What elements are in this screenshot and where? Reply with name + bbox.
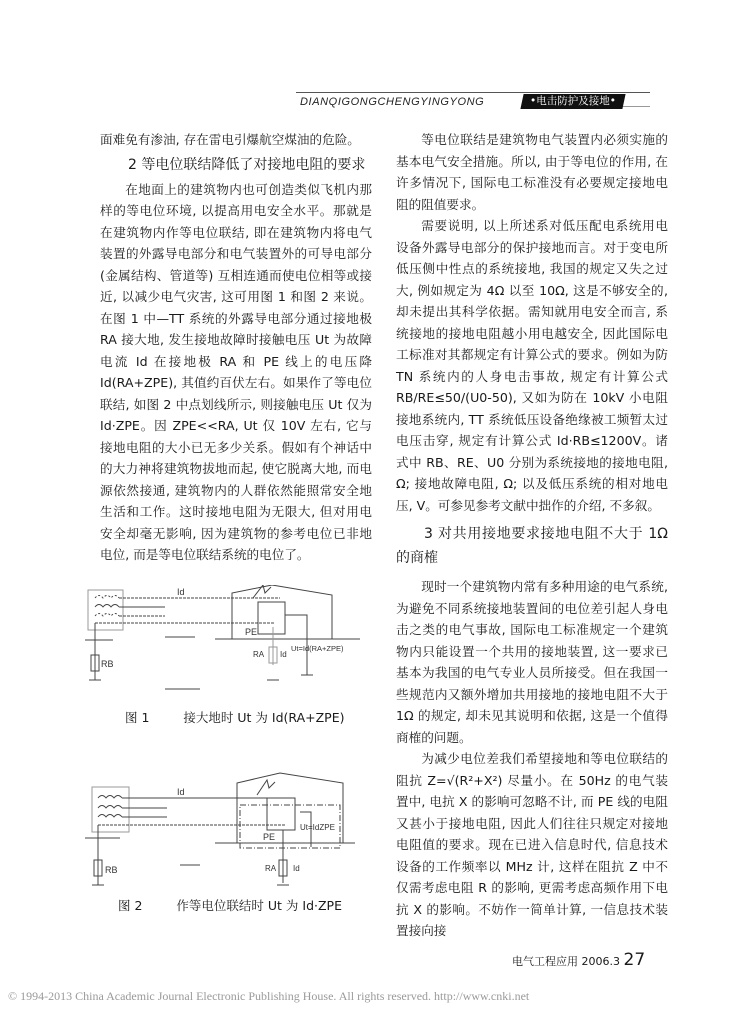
page-number: 27 [623,950,646,970]
label-ra: RA [253,650,265,659]
page-footer [512,950,645,970]
section-badge [520,94,625,109]
figure-caption-text: 接大地时 Ut 为 Id(RA+ZPE) [183,710,345,725]
label-rb: RB [105,865,118,875]
figure-2-caption [118,896,342,914]
label-touch-voltage: Ut=IdZPE [300,823,335,832]
label-fault-current: Id [177,587,185,597]
paragraph: 为减少电位差我们希望接地和等电位联结的阻抗 Z=√(R²+X²) 尽量小。在 50Hz 的电气装置中, 电抗 X 的影响可忽略不计, 而 PE 线的电阻又甚小于接地电阻, 因此人们往往只规定对接地电阻值的要求。现在已进入信息时代, 信息技术设备的工作频率以 MHz 计, 这样在阻抗 Z 中不仅需考虑电阻 R 的影响, 更需考虑高频作用下电抗 X 的影响。不妨作一简单计算, 一信息技术装置接向接 [396,751,668,938]
right-column [396,129,668,942]
figure-2-diagram [85,765,365,895]
label-ra: RA [265,864,277,873]
label-touch-voltage: Ut=Id(RA+ZPE) [291,644,344,653]
figure-number: 图 2 [118,898,143,913]
figure-caption-text: 作等电位联结时 Ut 为 Id·ZPE [176,898,342,913]
section-heading-2: 2 等电位联结降低了对接地电阻的要求 [128,156,366,173]
journal-pinyin-title: DIANQIGONGCHENGYINGYONG [300,96,485,108]
section-heading-3: 3 对共用接地要求接地电阻不大于 1Ω 的商榷 [396,526,668,566]
label-id: Id [280,650,287,659]
paragraph: 需要说明, 以上所述系对低压配电系统用电设备外露导电部分的保护接地而言。对于变电所低压侧中性点的系统接地, 我国的规定又失之过大, 例如规定为 4Ω 以至 10Ω, 这是不够安全的, 却未提出其科学依据。需知就用电安全而言, 系统接地的接地电阻越小用电越安全, 因此国际电工标准对其都规定有计算公式的要求。例如为防 TN 系统内的人身电击事故, 规定有计算公式 RB/RE≤50/(U0-50), 又如为防在 10kV 小电阻接地系统内, TT 系统低压设备绝缘被工频暂太过电压击穿, 规定有计算公式 Id·RB≤1200V。诸式中 RB、RE、U0 分别为系统接地的接地电阻, Ω; 接地故障电阻, Ω; 以及低压系统的相对地电压, V。可参见参考文献中拙作的介绍, 不多叙。 [396,218,668,513]
paragraph: 现时一个建筑物内常有多种用途的电气系统, 为避免不同系统接地装置间的电位差引起人身电击之类的电气事故, 国际电工标准规定一个建筑物内只能设置一个共用的接地装置, 这一要求已基本为我国的电气专业人员所接受。但在我国一些规范内又额外增加共用接地的接地电阻不大于 1Ω 的规定, 却未见其说明和依据, 这是一个值得商榷的问题。 [396,579,668,745]
paragraph: 等电位联结是建筑物电气装置内必须实施的基本电气安全措施。所以, 由于等电位的作用, 在许多情况下, 国际电工标准没有必要规定接地电阻的阻值要求。 [396,132,668,212]
left-column [100,129,372,566]
header-rule [296,92,650,93]
label-fault-current: Id [177,787,185,797]
figure-2 [85,765,365,895]
label-id: Id [293,864,300,873]
paragraph: 在地面上的建筑物内也可创造类似飞机内那样的等电位环境, 以提高用电安全水平。那就是在建筑物内作等电位联结, 即在建筑物内将电气装置的外露导电部分和电气装置外的可导电部分(金属结构、管道等) 互相连通而使电位相等或接近, 以减少电气灾害, 这可用图 1 和图 2 来说。在图 1 中—TT 系统的外露导电部分通过接地极 RA 接大地, 发生接地故障时接触电压 Ut 为故障电流 Id 在接地极 RA 和 PE 线上的电压降 Id(RA+ZPE), 其值约百伏左右。如果作了等电位联结, 如图 2 中点划线所示, 则接触电压 Ut 仅为 Id·ZPE。因 ZPE<<RA, Ut 仅 10V 左右, 它与接地电阻的大小已无多少关系。假如有个神话中的大力神将建筑物拔地而起, 使它脱离大地, 而电源依然接通, 建筑物内的人群依然能照常安全地生活和工作。这时接地电阻为无限大, 但对用电安全却毫无影响, 因为建筑物的参考电位已非地电位, 而是等电位联结系统的电位了。 [100,181,372,562]
copyright-notice: © 1994-2013 China Academic Journal Electronic Publishing House. All rights reserved. http://www.cnki.net [8,989,530,1003]
footer-journal-issue: 电气工程应用 2006.3 [512,955,620,968]
paragraph: 面难免有渗油, 存在雷电引爆航空煤油的危险。 [100,132,360,147]
figure-number: 图 1 [125,710,150,725]
label-rb: RB [101,659,114,669]
figure-1-caption [125,708,344,726]
label-pe: PE [263,832,276,842]
label-pe: PE [245,627,258,637]
section-badge-label: •电击防护及接地• [530,95,616,107]
